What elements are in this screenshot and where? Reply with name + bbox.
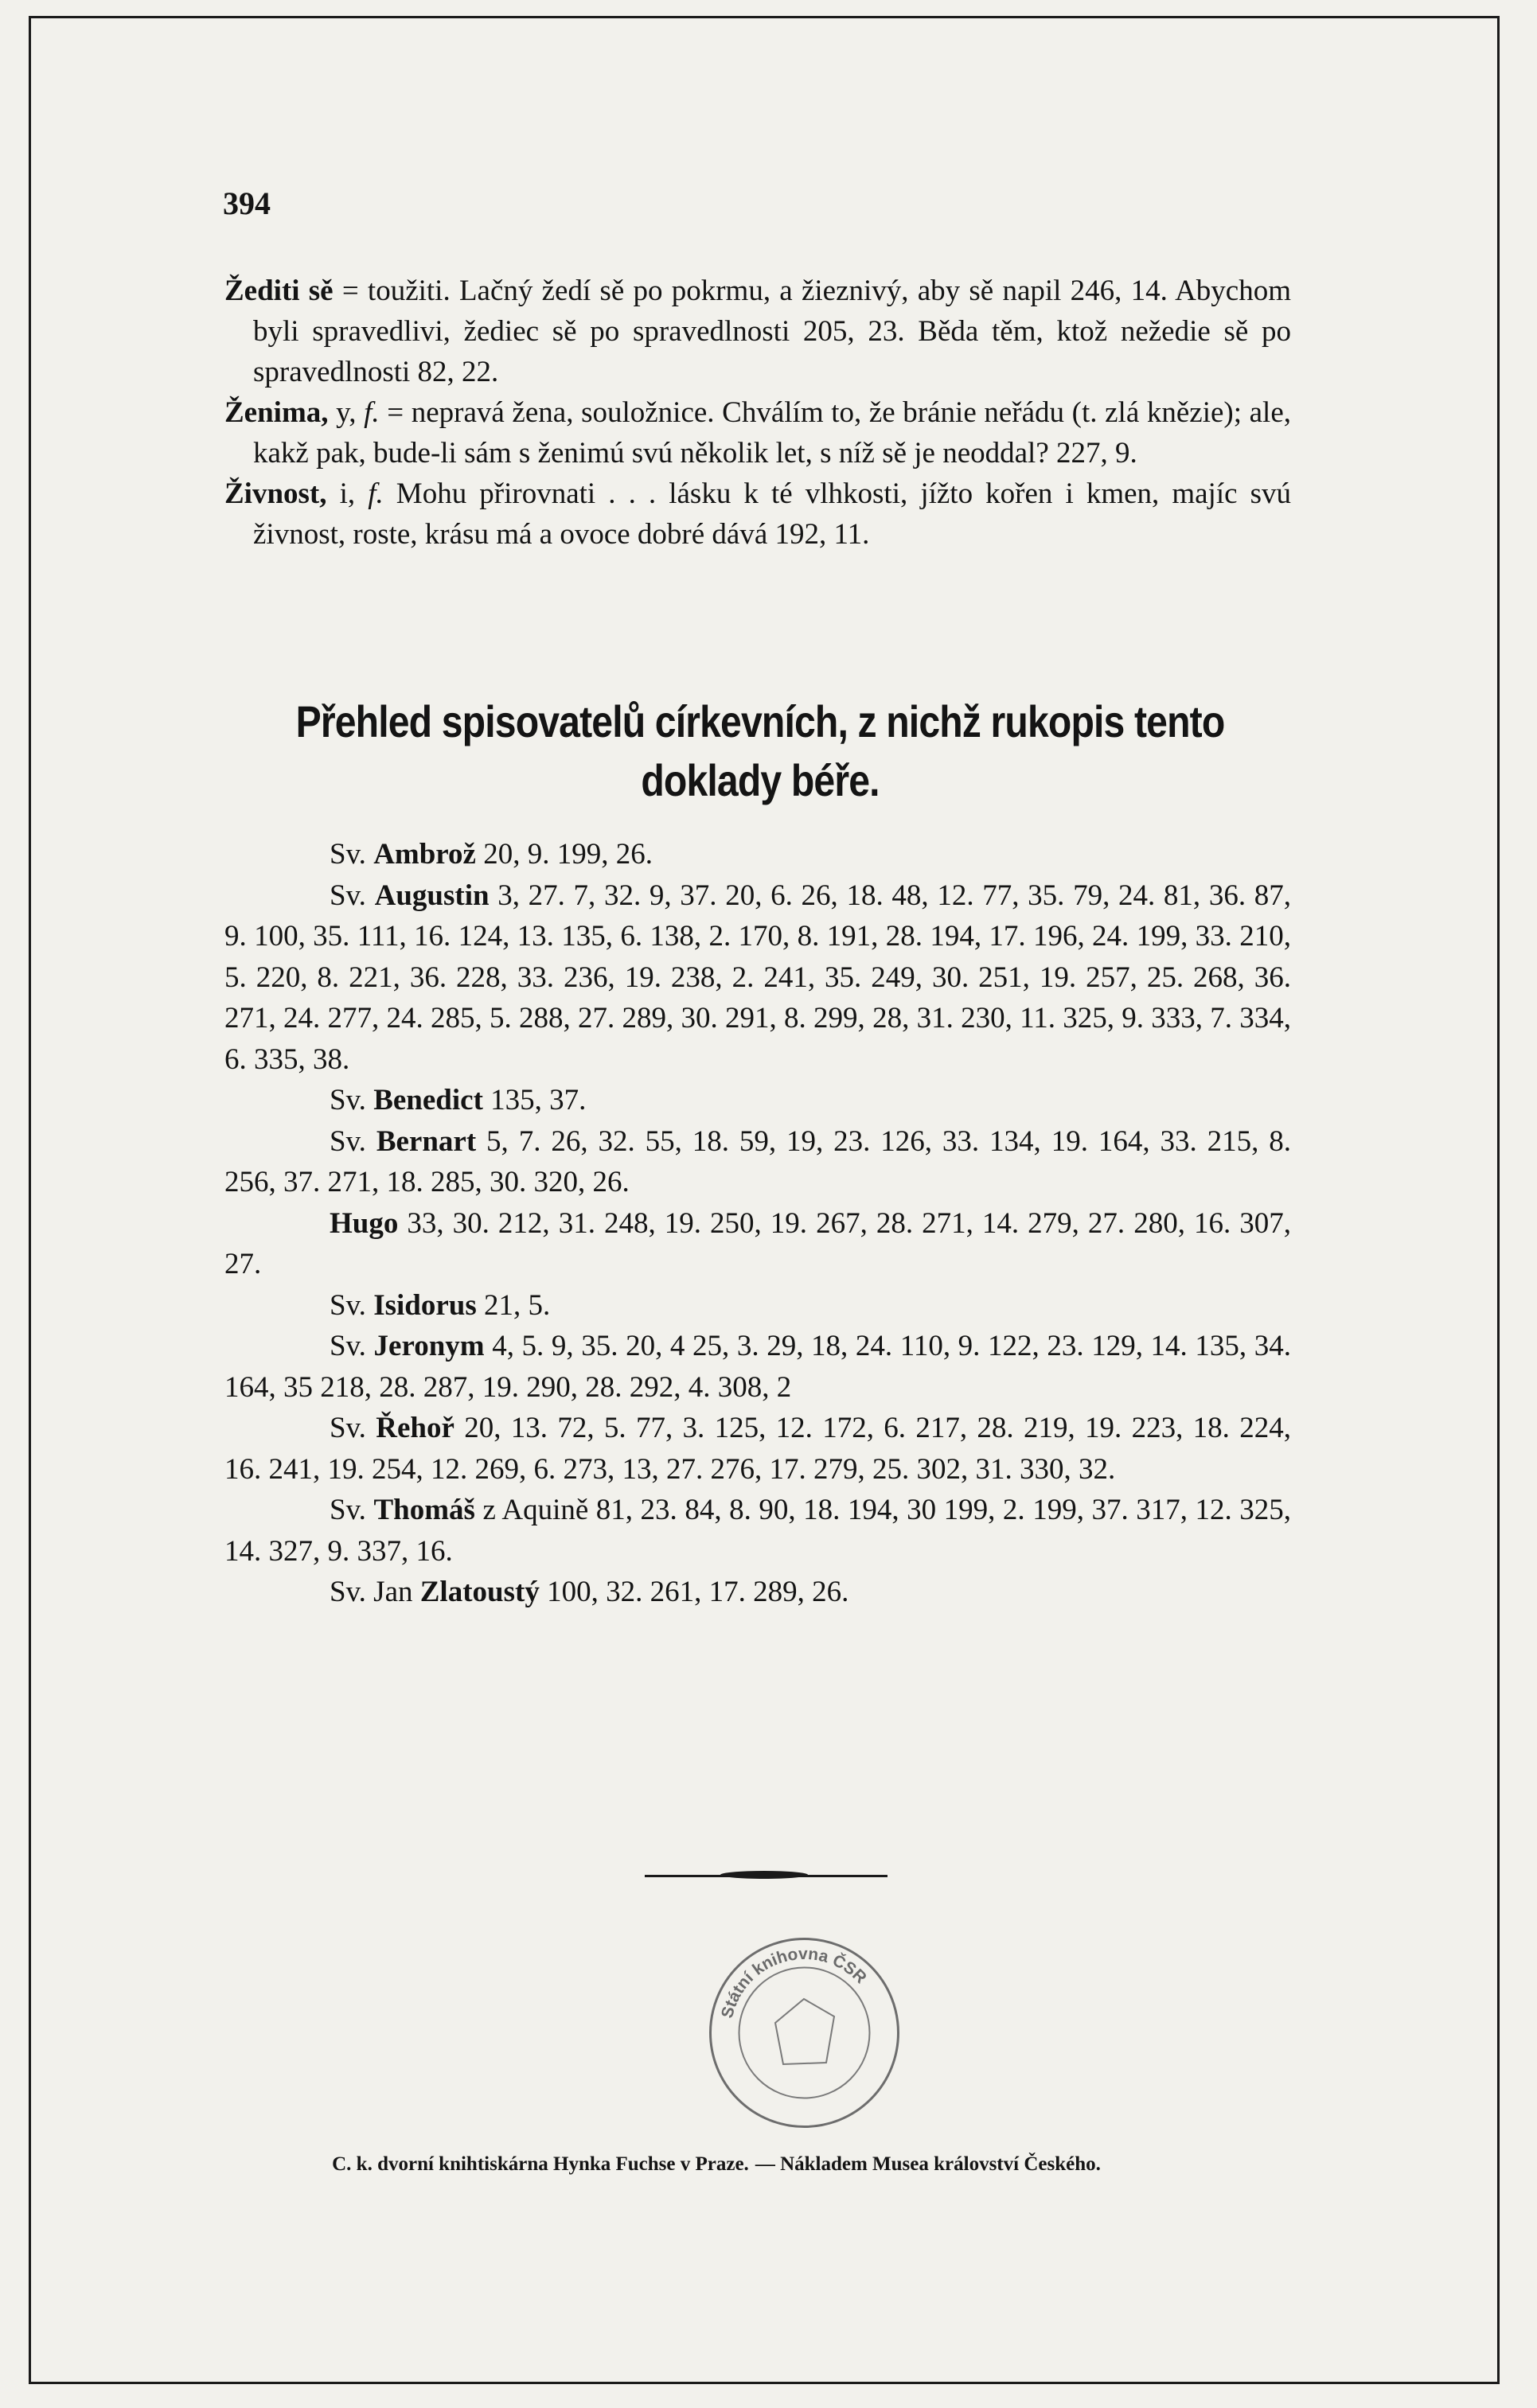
gender-marker: f. [368, 477, 384, 510]
headword-ext: i, [326, 477, 369, 510]
author-entry [224, 1121, 1291, 1203]
section-heading-line2: doklady béře. [641, 755, 880, 805]
author-refs: 3, 27. 7, 32. 9, 37. 20, 6. 26, 18. 48, 12. 77, 35. 79, 24. 81, 36. 87, 9. 100, 35. 111, 16. 124, 13. 135, 6. 138, 2. 170, 8. 191, 28. 194, 17. 196, 24. 199, 33. 210, 5. 220, 8. 221, 36. 228, 33. 236, 19. 238, 2. 241, 35. 249, 30. 251, 19. 257, 25. 268, 36. 271, 24. 277, 24. 285, 5. 288, 27. 289, 30. 291, 8. 299, 28, 31. 230, 11. 325, 9. 333, 7. 334, 6. 335, 38. [224, 879, 1291, 1076]
author-prefix: Sv. [330, 1084, 374, 1116]
gender-marker: f. [364, 396, 380, 429]
author-name: Řehoř [376, 1412, 454, 1444]
author-refs: 100, 32. 261, 17. 289, 26. [539, 1576, 849, 1608]
headword: Ženima, [224, 396, 329, 429]
glossary-entry [224, 271, 1291, 392]
author-name: Benedict [373, 1084, 483, 1116]
author-prefix: Sv. [330, 1412, 376, 1444]
headword: Žediti [224, 275, 300, 307]
entry-text: = nepravá žena, souložnice. Chválím to, že bránie neřádu (t. zlá knězie); ale, kakž pak, bude-li sám s ženimú svú několik let, s níž sě je neoddal? 227, 9. [253, 396, 1291, 470]
author-prefix: Sv. [330, 879, 375, 912]
author-prefix: Sv. [330, 1494, 374, 1526]
author-refs: 4, 5. 9, 35. 20, 4 25, 3. 29, 18, 24. 110, 9. 122, 23. 129, 14. 135, 34. 164, 35 218, 28. 287, 19. 290, 28. 292, 4. 308, 2 [224, 1330, 1291, 1404]
author-name: Isidorus [373, 1288, 477, 1322]
author-refs: 5, 7. 26, 32. 55, 18. 59, 19, 23. 126, 33. 134, 19. 164, 33. 215, 8. 256, 37. 271, 18. 285, 30. 320, 26. [224, 1124, 1291, 1198]
author-entry [224, 1572, 1291, 1613]
author-prefix: Sv. [330, 1124, 376, 1158]
author-name: Jeronym [373, 1330, 485, 1362]
author-suffix: z Aquině [474, 1494, 589, 1526]
imprint-publisher: — Nákladem Musea království Českého. [755, 2153, 1101, 2175]
author-name: Hugo [330, 1206, 399, 1240]
glossary-entries [224, 271, 1291, 555]
entry-text: = toužiti. Lačný žedí sě po pokrmu, a žieznivý, aby sě napil 246, 14. Abychom byli spravedlivi, žediec sě po spravedlnosti 205, 23. Běda těm, ktož nežedie sě po spravedlnosti 82, 22. [253, 275, 1291, 388]
author-entry [224, 1080, 1291, 1121]
author-prefix: Sv. [330, 1288, 374, 1322]
author-refs: 135, 37. [482, 1084, 587, 1116]
stamp-inner-ring [739, 1968, 870, 2098]
author-refs: 21, 5. [476, 1288, 551, 1322]
headword: Živnost, [224, 477, 327, 510]
author-prefix: Sv. Jan [330, 1576, 420, 1608]
headword-ext: sě [299, 275, 334, 307]
author-name: Bernart [376, 1124, 477, 1158]
imprint-printer: C. k. dvorní knihtiskárna Hynka Fuchse v Praze. [332, 2153, 749, 2175]
author-entry [224, 1203, 1291, 1285]
author-refs: 81, 23. 84, 8. 90, 18. 194, 30 199, 2. 199, 37. 317, 12. 325, 14. 327, 9. 337, 16. [224, 1494, 1292, 1568]
author-name: Thomáš [373, 1494, 475, 1526]
author-refs: 33, 30. 212, 31. 248, 19. 250, 19. 267, 28. 271, 14. 279, 27. 280, 16. 307, 27. [224, 1206, 1291, 1280]
author-name: Zlatoustý [419, 1576, 540, 1608]
library-stamp [707, 1935, 902, 2130]
glossary-entry [224, 473, 1291, 555]
author-refs: 20, 9. 199, 26. [475, 838, 653, 871]
page-number: 394 [223, 185, 271, 221]
author-entry [224, 1490, 1291, 1572]
author-entry [224, 1326, 1291, 1408]
stamp-emblem [775, 1999, 834, 2064]
stamp-text: Státní knihovna ČSR [717, 1944, 871, 2020]
author-entry [224, 1408, 1291, 1490]
author-refs: 20, 13. 72, 5. 77, 3. 125, 12. 172, 6. 217, 28. 219, 19. 223, 18. 224, 16. 241, 19. 254, 12. 269, 6. 273, 13, 27. 276, 17. 279, 25. 302, 31. 330, 32. [224, 1412, 1291, 1486]
author-entry [224, 834, 1291, 875]
author-prefix: Sv. [330, 838, 374, 871]
author-entry [224, 875, 1291, 1081]
entry-text: Mohu přirovnati . . . lásku k té vlhkosti, jížto kořen i kmen, majíc svú živnost, roste, krásu má a ovoce dobré dává 192, 11. [253, 477, 1292, 551]
glossary-entry [224, 392, 1291, 473]
imprint-line [127, 2153, 1305, 2176]
author-prefix: Sv. [330, 1330, 374, 1362]
author-name: Ambrož [373, 838, 476, 871]
ornamental-rule-swell [720, 1871, 808, 1879]
author-list [224, 834, 1291, 1613]
section-heading [291, 692, 1229, 810]
author-entry [224, 1285, 1291, 1327]
author-name: Augustin [374, 879, 490, 912]
headword-ext: y, [328, 396, 365, 429]
section-heading-line1: Přehled spisovatelů církevních, z nichž rukopis tento [295, 696, 1225, 746]
